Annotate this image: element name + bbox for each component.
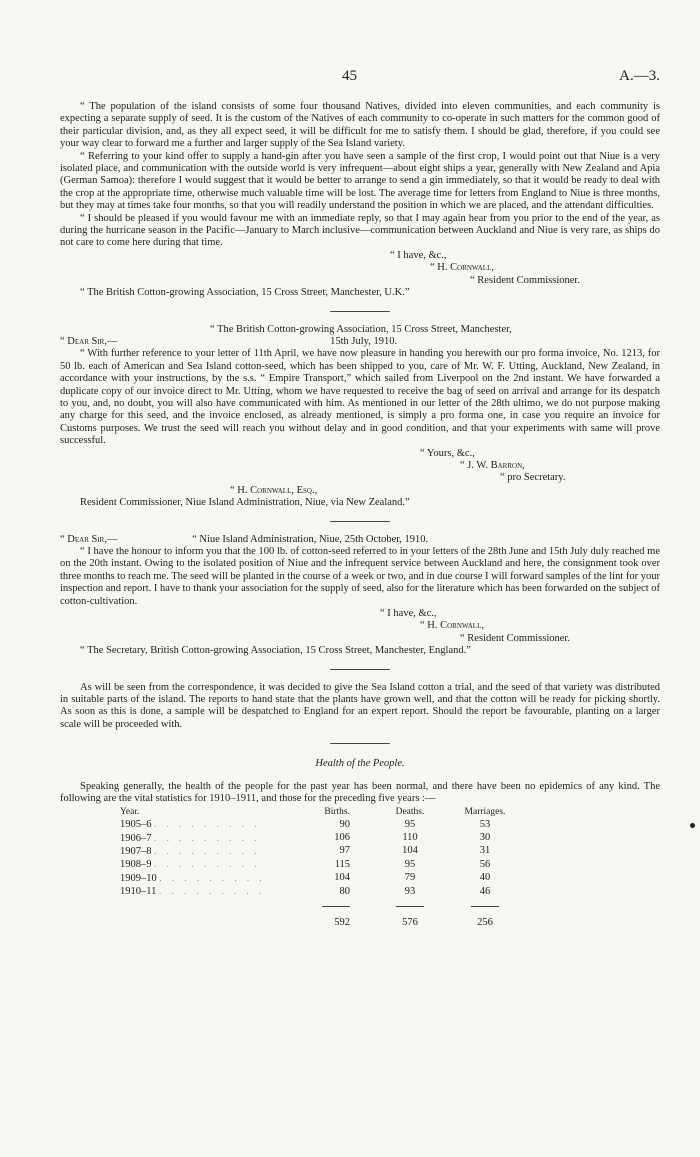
year-cell: 1906–7 . . . . . . . . . — [120, 832, 261, 844]
section-divider — [330, 669, 390, 670]
marriages-cell: 31 — [479, 845, 491, 857]
vital-statistics-table — [120, 806, 520, 930]
totals-row — [120, 911, 520, 930]
page-header — [60, 68, 660, 88]
letter3-title: “ Resident Commissioner. — [460, 632, 570, 644]
letter1-title: “ Resident Commissioner. — [470, 274, 580, 286]
table-row — [120, 832, 520, 845]
margin-dot — [690, 823, 695, 828]
letter2-addressee-name: “ H. Cornwall, Esq., — [230, 484, 318, 496]
table-row — [120, 872, 520, 885]
letter1-addressee: “ The British Cotton-growing Association, 15 Cross Street, Manchester, U.K.” — [80, 287, 410, 299]
column-header-deaths: Deaths. — [395, 806, 425, 817]
letter1-paragraph: “ The population of the island consists of some four thousand Natives, divided into eleven communities, and each community is expecting a separate supply of seed. It is the custom of the Natives of each community to co-operate in such matters for the common good of their particular division, and, as they all expect seed, it will be difficult for me to satisfy them. I should be glad, therefore, if you could see your way clear to forward me a further and larger supply of the Sea Island variety. — [60, 101, 660, 150]
deaths-cell: 110 — [402, 832, 418, 843]
marriages-cell: 53 — [479, 818, 491, 830]
total-rule — [322, 906, 350, 907]
letter1-paragraph: “ Referring to your kind offer to supply a hand-gin after you have seen a sample of the first crop, I would point out that Niue is a very isolated place, and communication with the outside world is very infrequent—about eight ships a year, generally with New Zealand and Apia (German Samoa): therefore I would suggest that it would be better to arrange to send a gin immediately, so that it would be ready to deal with the crop at the appropriate time, otherwise much valuable time will be lost. The average time for letters from England to Niue is three months, but they may at times take four months, so that you will readily understand the position in which we are placed, and the attendant difficulties. — [60, 150, 660, 212]
section-divider — [330, 311, 390, 312]
births-cell: 106 — [334, 832, 350, 843]
marriages-cell: 56 — [479, 858, 491, 870]
letter2-title: “ pro Secretary. — [500, 472, 566, 484]
letter3-closing: “ I have, &c., — [380, 608, 437, 620]
table-rule-row — [120, 899, 520, 912]
deaths-cell: 104 — [402, 845, 418, 857]
letter1-signer: “ H. Cornwall, — [430, 262, 494, 274]
births-cell: 104 — [334, 872, 350, 884]
births-cell: 80 — [339, 885, 350, 897]
table-row — [120, 845, 520, 858]
deaths-cell: 79 — [404, 872, 416, 884]
table-row — [120, 858, 520, 871]
column-header-marriages: Marriages. — [464, 806, 506, 817]
marriages-cell: 40 — [479, 872, 491, 884]
year-cell: 1908–9 . . . . . . . . . — [120, 859, 261, 871]
letter3-salutation: “ Dear Sir,— — [60, 533, 118, 545]
letter2-closing: “ Yours, &c., — [420, 447, 475, 459]
section-divider — [330, 743, 390, 744]
letter2-salutation-line — [60, 336, 660, 348]
letter3-paragraph: “ I have the honour to inform you that the 100 lb. of cotton-seed referred to in your letters of the 28th June and 15th July duly reached me on the 20th instant. Owing to the isolated position of Niue and the infrequent service between Auckland and here, the consignment took over three months to reach me. The seed will be planted in the course of a week or two, and in due course I will forward samples of the lint for your inspection and report. I have to thank your association for the supply of seed, also for the literature which has been forwarded on the subject of cotton-cultivation. — [60, 546, 660, 607]
marriages-cell: 46 — [479, 885, 491, 897]
dot-leader: . . . . . . . . . — [159, 886, 266, 897]
dot-leader: . . . . . . . . . — [159, 872, 266, 883]
marriages-cell: 30 — [479, 832, 491, 843]
section-divider — [330, 521, 390, 522]
summary-paragraph: As will be seen from the correspondence, it was decided to give the Sea Island cotton a trial, and the seed of that variety was distributed in suitable parts of the island. The reports to hand state that the plants have grown well, and that the cotton will be ready for picking shortly. As soon as this is done, a sample will be despatched to England for an expert report. Should the report be favourable, planting on a larger scale will be proceeded with. — [60, 681, 660, 730]
letter1-paragraph: “ I should be pleased if you would favour me with an immediate reply, so that I may again hear from you prior to the end of the year, as during the hurricane season in the Pacific—January to March inclusive—communication between Auckland and Niue is very rare, as ships do not care to come here during that time. — [60, 212, 660, 249]
deaths-total: 576 — [402, 917, 418, 929]
births-total: 592 — [334, 917, 350, 929]
letter2-salutation: “ Dear Sir,— — [60, 335, 118, 347]
letter2-date: 15th July, 1910. — [330, 335, 398, 347]
deaths-cell: 93 — [404, 885, 416, 897]
table-row — [120, 818, 520, 831]
dot-leader: . . . . . . . . . — [154, 845, 261, 856]
dot-leader: . . . . . . . . . — [154, 832, 261, 843]
page-number: 45 — [342, 68, 357, 84]
letter3-addressee: “ The Secretary, British Cotton-growing Association, 15 Cross Street, Manchester, England.” — [80, 645, 471, 657]
document-reference: A.—3. — [619, 68, 660, 84]
year-cell: 1909–10 . . . . . . . . . — [120, 872, 266, 884]
total-rule — [396, 906, 424, 907]
deaths-cell: 95 — [404, 858, 416, 870]
letter2-paragraph: “ With further reference to your letter of 11th April, we have now pleasure in handing you herewith our pro forma invoice, No. 1213, for 50 lb. each of American and Sea Island cotton-seed, which has been shipped to you, care of Mr. W. F. Utting, Auckland, New Zealand, in accordance with your instructions, by the s.s. “ Empire Transport,” which sailed from Liverpool on the 2nd instant. We have forwarded a duplicate copy of our invoice direct to Mr. Utting, whom we have requested to receive the bag of seed on arrival and arrange for its despatch to you, and, no doubt, you will also have communicated with him. As mentioned in our letter of the 28th ultimo, we do not purpose making any charge for this seed, and the invoice enclosed, as already mentioned, is simply a pro forma one, in case you require an invoice for Customs purposes. We trust the seed will reach you without delay and in good condition, and that your experiments with same will prove successful. — [60, 348, 660, 447]
column-header-year: Year. — [120, 806, 140, 817]
table-header-row — [120, 806, 520, 819]
letter2-address: “ The British Cotton-growing Association, 15 Cross Street, Manchester, — [210, 323, 512, 335]
deaths-cell: 95 — [404, 818, 416, 830]
letter1-closing: “ I have, &c., — [390, 249, 447, 261]
column-header-births: Births. — [324, 806, 350, 817]
dot-leader: . . . . . . . . . — [154, 819, 261, 830]
health-intro: Speaking generally, the health of the people for the past year has been normal, and there have been no epidemics of any kind. The following are the vital statistics for 1910–1911, and those for the preceding five years :— — [60, 780, 660, 805]
letter3-address: “ Niue Island Administration, Niue, 25th October, 1910. — [192, 533, 429, 545]
year-cell: 1910–11 . . . . . . . . . — [120, 886, 266, 898]
total-rule — [471, 906, 499, 907]
spacer — [60, 771, 660, 781]
table-row — [120, 885, 520, 898]
letter3-salutation-line — [60, 534, 660, 546]
year-cell: 1907–8 . . . . . . . . . — [120, 845, 261, 857]
dot-leader: . . . . . . . . . — [154, 859, 261, 870]
page-body — [60, 101, 660, 930]
births-cell: 90 — [339, 818, 350, 830]
year-cell: 1905–6 . . . . . . . . . — [120, 819, 261, 831]
births-cell: 97 — [339, 845, 350, 857]
health-heading: Health of the People. — [315, 758, 405, 770]
letter2-addressee-address: Resident Commissioner, Niue Island Administration, Niue, via New Zealand.” — [80, 497, 410, 509]
births-cell: 115 — [334, 858, 350, 870]
letter3-signer: “ H. Cornwall, — [420, 620, 484, 632]
marriages-total: 256 — [477, 917, 493, 929]
letter2-signer: “ J. W. Barron, — [460, 459, 525, 471]
